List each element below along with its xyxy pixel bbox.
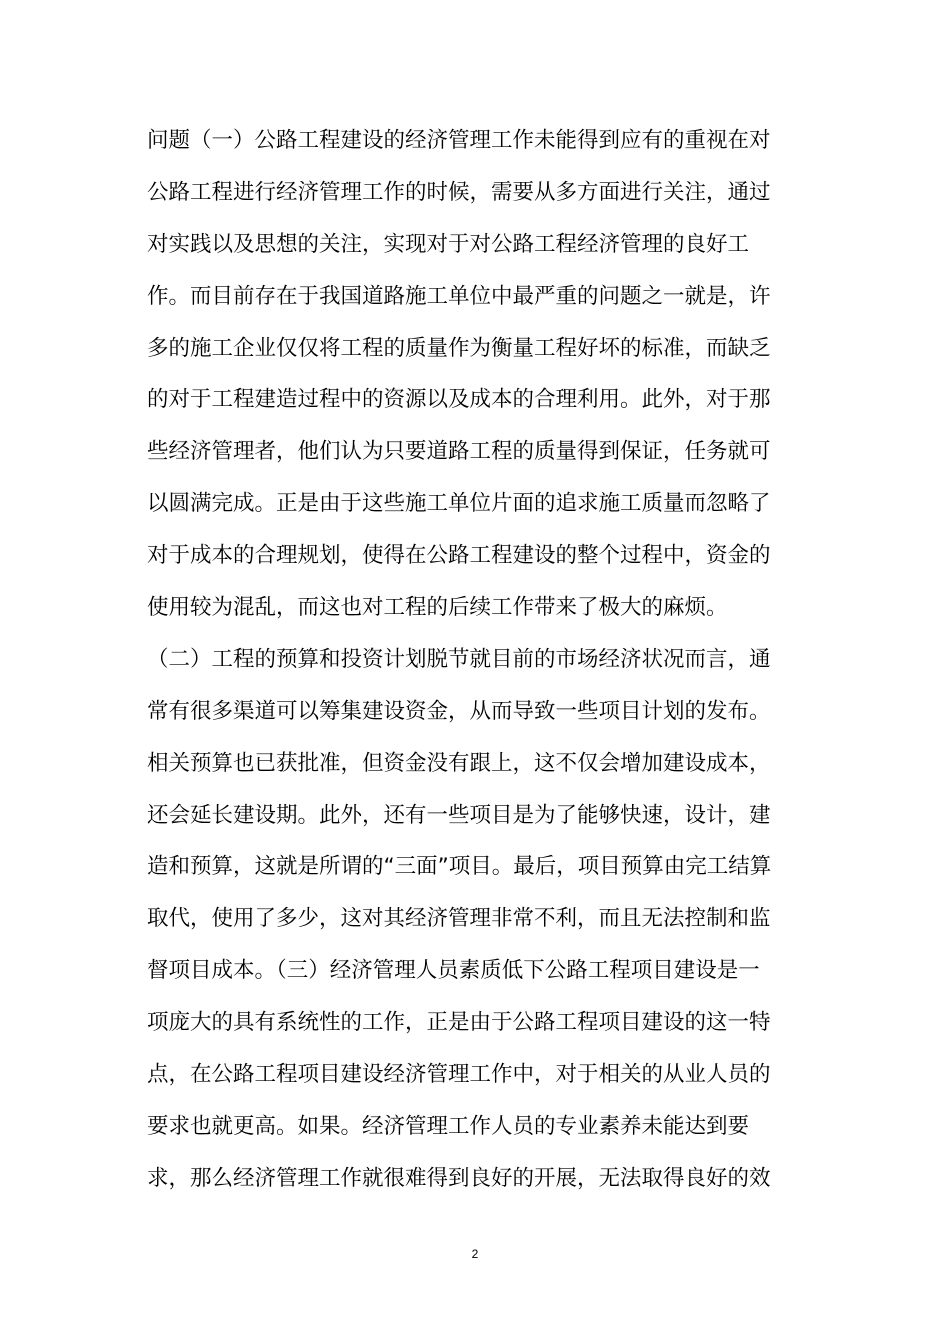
text-line: 要求也就更高。如果。经济管理工作人员的专业素养未能达到要 — [147, 1113, 750, 1139]
text-line: 造和预算，这就是所谓的“三面”项目。最后，项目预算由完工结算 — [147, 854, 772, 880]
text-line: 公路工程进行经济管理工作的时候，需要从多方面进行关注，通过 — [147, 179, 771, 205]
text-line: 些经济管理者，他们认为只要道路工程的质量得到保证，任务就可 — [147, 439, 771, 465]
text-line: 项庞大的具有系统性的工作，正是由于公路工程项目建设的这一特 — [147, 1010, 771, 1036]
text-line: 作。而目前存在于我国道路施工单位中最严重的问题之一就是，许 — [147, 283, 771, 309]
text-line: 使用较为混乱，而这也对工程的后续工作带来了极大的麻烦。 — [147, 595, 728, 621]
text-line: 的对于工程建造过程中的资源以及成本的合理利用。此外，对于那 — [147, 387, 771, 413]
text-line: 点，在公路工程项目建设经济管理工作中，对于相关的从业人员的 — [147, 1062, 771, 1088]
text-line: 以圆满完成。正是由于这些施工单位片面的追求施工质量而忽略了 — [147, 491, 771, 517]
text-line: 对于成本的合理规划，使得在公路工程建设的整个过程中，资金的 — [147, 543, 771, 569]
text-line: 督项目成本。（三）经济管理人员素质低下公路工程项目建设是一 — [147, 958, 760, 984]
body-text — [147, 115, 807, 1205]
text-line: 问题（一）公路工程建设的经济管理工作未能得到应有的重视在对 — [147, 128, 771, 153]
text-line: 常有很多渠道可以筹集建设资金，从而导致一些项目计划的发布。 — [147, 698, 771, 724]
text-line: 取代，使用了多少，这对其经济管理非常不利，而且无法控制和监 — [147, 906, 771, 932]
text-line: 求，那么经济管理工作就很难得到良好的开展，无法取得良好的效 — [147, 1165, 771, 1191]
text-line: 多的施工企业仅仅将工程的质量作为衡量工程好坏的标准，而缺乏 — [147, 335, 771, 361]
page-number: 2 — [471, 1247, 479, 1261]
text-line: 相关预算也已获批准，但资金没有跟上，这不仅会增加建设成本， — [147, 750, 771, 776]
text-line: 还会延长建设期。此外，还有一些项目是为了能够快速，设计，建 — [147, 802, 771, 828]
text-line: 对实践以及思想的关注，实现对于对公路工程经济管理的良好工 — [147, 231, 750, 257]
text-line: （二）工程的预算和投资计划脱节就目前的市场经济状况而言，通 — [147, 646, 771, 672]
